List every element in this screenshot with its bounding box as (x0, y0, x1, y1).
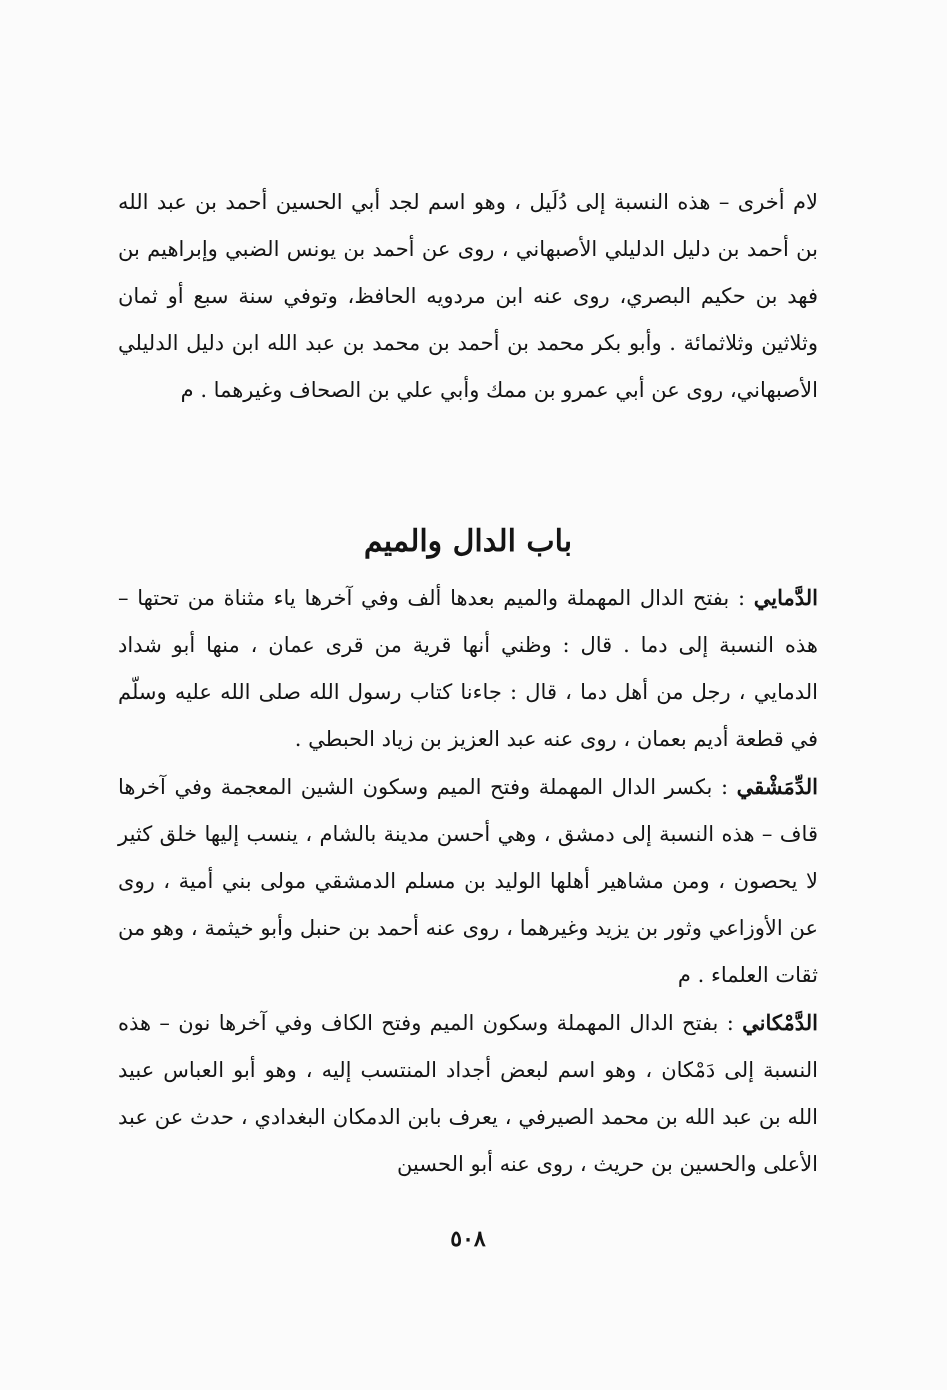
entry-headword: الدَّمايي (753, 585, 818, 610)
entry-dimashqi (118, 763, 818, 999)
page-number: ٥٠٨ (450, 1226, 486, 1252)
entry-damayi (118, 574, 818, 763)
intro-paragraph: لام أخرى – هذه النسبة إلى دُلَيل ، وهو اسم لجد أبي الحسين أحمد بن عبد الله بن أحمد بن دليل الدليلي الأصبهاني ، روى عن أحمد بن يونس الضبي وإبراهيم بن فهد بن حكيم البصري، روى عنه ابن مردويه الحافظ، وتوفي سنة سبع أو ثمان وثلاثين وثلاثمائة . وأبو بكر محمد بن أحمد بن محمد بن عبد الله ابن دليل الدليلي الأصبهاني، روى عن أبي عمرو بن ممك وأبي علي بن الصحاف وغيرهما . م (118, 190, 818, 402)
entry-body: : بفتح الدال المهملة والميم بعدها ألف وفي آخرها ياء مثناة من تحتها – هذه النسبة إلى دما . قال : وظني أنها قرية من قرى عمان ، منها أبو شداد الدمايي ، رجل من أهل دما ، قال : جاءنا كتاب رسول الله صلى الله عليه وسلّم في قطعة أديم بعمان ، روى عنه عبد العزيز بن زياد الحبطي . (118, 586, 818, 751)
entry-body: : بفتح الدال المهملة وسكون الميم وفتح الكاف وفي آخرها نون – هذه النسبة إلى دَمْكان ، وهو اسم لبعض أجداد المنتسب إليه ، وهو أبو العباس عبيد الله بن عبد الله بن محمد الصيرفي ، يعرف بابن الدمكان البغدادي ، حدث عن عبد الأعلى والحسين بن حريث ، روى عنه أبو الحسين (118, 1011, 818, 1176)
entry-headword: الدِّمَشْقي (736, 774, 818, 799)
entry-damkani (118, 999, 818, 1188)
entries-section (118, 574, 818, 1188)
chapter-title: باب الدال والميم (363, 523, 573, 559)
entry-body: : بكسر الدال المهملة وفتح الميم وسكون الشين المعجمة وفي آخرها قاف – هذه النسبة إلى دمشق ، وهي أحسن مدينة بالشام ، ينسب إليها خلق كثير لا يحصون ، ومن مشاهير أهلها الوليد بن مسلم الدمشقي مولى بني أمية ، روى عن الأوزاعي وثور بن يزيد وغيرهما ، روى عنه أحمد بن حنبل وأبو خيثمة ، وهو من ثقات العلماء . م (118, 775, 818, 987)
entry-headword: الدَّمْكاني (742, 1010, 818, 1035)
